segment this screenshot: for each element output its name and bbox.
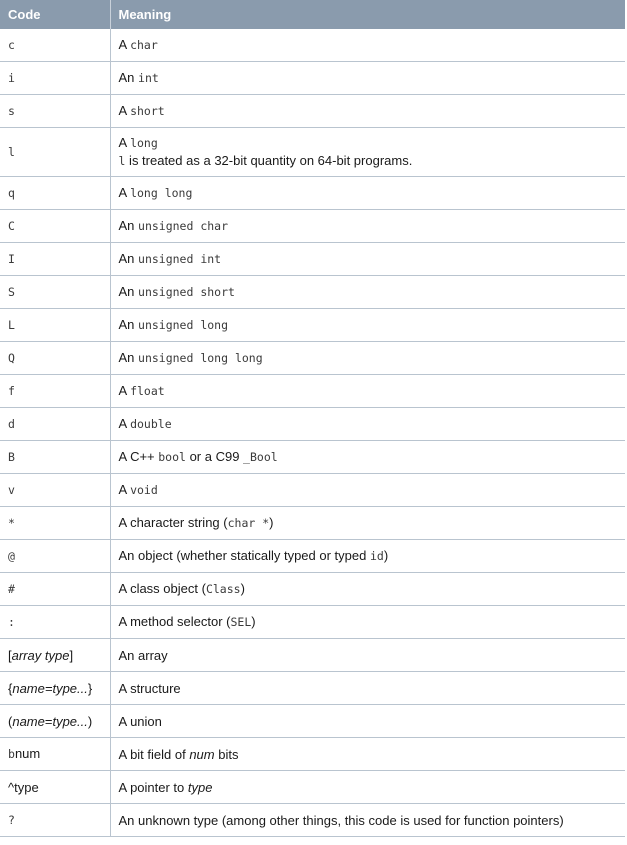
meaning-line (119, 152, 626, 170)
meaning-cell (110, 606, 625, 639)
meaning-text: unsigned long (138, 318, 229, 332)
meaning-text: float (130, 384, 165, 398)
meaning-cell (110, 95, 625, 128)
table-row (0, 243, 625, 276)
meaning-cell (110, 128, 625, 177)
meaning-text: char * (227, 516, 270, 530)
meaning-cell (110, 705, 625, 738)
meaning-line (119, 481, 626, 499)
meaning-line (119, 779, 626, 796)
code-cell (0, 540, 110, 573)
meaning-line (119, 217, 626, 235)
table-row (0, 540, 625, 573)
meaning-text: A bit field of (118, 746, 190, 762)
meaning-line (119, 415, 626, 433)
code-cell (0, 639, 110, 672)
code-text: l (8, 145, 15, 159)
meaning-line (119, 580, 626, 598)
code-cell (0, 771, 110, 804)
code-column-header: Code (0, 0, 110, 29)
table-row (0, 738, 625, 771)
meaning-text: is treated as a 32-bit quantity on 64-bit programs. (125, 153, 413, 168)
meaning-cell (110, 309, 625, 342)
meaning-text: unsigned char (138, 219, 229, 233)
meaning-line (119, 316, 626, 334)
table-row (0, 606, 625, 639)
meaning-text: ) (251, 614, 256, 629)
code-text: v (8, 483, 15, 497)
meaning-text: int (138, 71, 159, 85)
table-row (0, 408, 625, 441)
meaning-cell (110, 540, 625, 573)
table-row (0, 804, 625, 837)
code-cell (0, 408, 110, 441)
meaning-text: long (130, 136, 158, 150)
code-text: B (8, 450, 15, 464)
table-row (0, 342, 625, 375)
table-row (0, 474, 625, 507)
meaning-text: SEL (230, 615, 252, 629)
meaning-line (119, 812, 626, 829)
meaning-cell (110, 507, 625, 540)
table-row (0, 276, 625, 309)
meaning-text: ) (269, 515, 274, 530)
meaning-text: A (118, 135, 131, 150)
code-cell (0, 672, 110, 705)
meaning-text: long long (130, 186, 193, 200)
code-cell (0, 243, 110, 276)
meaning-text: A (118, 383, 131, 398)
code-text: ^type (8, 779, 39, 795)
meaning-text: bits (214, 746, 239, 762)
table-header-row (0, 0, 625, 29)
meaning-text: double (130, 417, 172, 431)
meaning-line (119, 69, 626, 87)
meaning-text: l (118, 154, 126, 168)
code-text: : (8, 615, 15, 629)
meaning-text: Class (205, 582, 241, 596)
meaning-text: bool (158, 450, 186, 464)
table-body (0, 29, 625, 837)
meaning-cell (110, 639, 625, 672)
meaning-cell (110, 276, 625, 309)
meaning-text: ) (383, 548, 389, 563)
meaning-cell (110, 342, 625, 375)
code-text: name=type... (12, 680, 88, 696)
code-cell (0, 177, 110, 210)
meaning-text: short (130, 104, 165, 118)
code-text: i (8, 71, 15, 85)
meaning-cell (110, 771, 625, 804)
code-text: } (87, 680, 93, 696)
table-row (0, 705, 625, 738)
meaning-text: An object (whether statically typed or typed (118, 548, 370, 563)
code-cell (0, 309, 110, 342)
code-text: @ (8, 549, 15, 563)
code-text: type... (52, 713, 88, 729)
meaning-cell (110, 375, 625, 408)
code-text: ? (8, 813, 15, 827)
code-text: f (8, 384, 15, 398)
meaning-text: num (189, 746, 215, 762)
code-cell (0, 62, 110, 95)
meaning-text: An (118, 317, 139, 332)
meaning-text: A (118, 416, 131, 431)
code-cell (0, 507, 110, 540)
table-row (0, 128, 625, 177)
meaning-text: A method selector ( (118, 614, 231, 629)
meaning-line (119, 134, 626, 152)
code-text: ] (69, 647, 74, 663)
meaning-text: or a C99 (185, 449, 244, 464)
meaning-text: An (118, 218, 139, 233)
meaning-line (119, 448, 626, 466)
meaning-text: id (369, 549, 384, 563)
meaning-cell (110, 738, 625, 771)
meaning-line (119, 250, 626, 268)
meaning-text: A C++ (118, 449, 159, 464)
meaning-text: A (118, 37, 131, 52)
table-row (0, 177, 625, 210)
meaning-cell (110, 177, 625, 210)
meaning-text: A (118, 482, 131, 497)
meaning-line (119, 713, 626, 730)
meaning-text: A union (118, 713, 162, 729)
meaning-line (119, 102, 626, 120)
table-row (0, 771, 625, 804)
meaning-cell (110, 672, 625, 705)
code-text: ( (8, 713, 13, 729)
code-cell (0, 606, 110, 639)
meaning-line (119, 283, 626, 301)
code-text: c (8, 38, 15, 52)
meaning-line (119, 613, 626, 631)
code-cell (0, 573, 110, 606)
code-cell (0, 128, 110, 177)
code-text: array type (11, 647, 70, 663)
meaning-text: char (130, 38, 158, 52)
code-text: C (8, 219, 15, 233)
meaning-line (119, 647, 626, 664)
table-row (0, 62, 625, 95)
meaning-text: An (118, 350, 139, 365)
code-text: ) (87, 713, 93, 729)
code-text: * (8, 516, 15, 530)
meaning-line (119, 184, 626, 202)
code-text: { (8, 680, 13, 696)
code-text: b (8, 747, 15, 761)
table-row (0, 507, 625, 540)
code-cell (0, 375, 110, 408)
meaning-line (119, 680, 626, 697)
table-row (0, 29, 625, 62)
meaning-cell (110, 441, 625, 474)
meaning-cell (110, 29, 625, 62)
meaning-line (119, 36, 626, 54)
table-row (0, 573, 625, 606)
meaning-text: type (187, 779, 213, 795)
code-text: # (8, 582, 15, 596)
code-cell (0, 738, 110, 771)
meaning-text: A structure (118, 680, 181, 696)
meaning-column-header: Meaning (110, 0, 625, 29)
meaning-text: An (118, 70, 139, 85)
code-text: I (8, 252, 15, 266)
meaning-text: A (118, 185, 131, 200)
code-text: L (8, 318, 15, 332)
table-row (0, 95, 625, 128)
meaning-cell (110, 804, 625, 837)
code-cell (0, 29, 110, 62)
code-text: Q (8, 351, 15, 365)
table-row (0, 375, 625, 408)
code-text: num (14, 746, 41, 761)
meaning-line (119, 547, 626, 565)
table-row (0, 210, 625, 243)
code-text: S (8, 285, 15, 299)
code-cell (0, 441, 110, 474)
table-row (0, 441, 625, 474)
meaning-text: ) (240, 581, 245, 596)
meaning-text: A pointer to (118, 779, 188, 795)
table-row (0, 639, 625, 672)
meaning-cell (110, 408, 625, 441)
meaning-text: unsigned int (138, 252, 222, 266)
code-text: [ (8, 647, 12, 663)
meaning-text: An array (118, 647, 168, 663)
code-text: d (8, 417, 15, 431)
code-text: q (8, 186, 15, 200)
meaning-line (119, 382, 626, 400)
table-row (0, 309, 625, 342)
meaning-cell (110, 210, 625, 243)
code-cell (0, 95, 110, 128)
meaning-text: An (118, 251, 139, 266)
meaning-text: unsigned long long (138, 351, 263, 365)
code-cell (0, 210, 110, 243)
meaning-text: A character string ( (118, 515, 228, 530)
meaning-text: unsigned short (138, 285, 235, 299)
meaning-cell (110, 474, 625, 507)
meaning-line (119, 349, 626, 367)
meaning-text: An unknown type (among other things, this code is used for function pointers) (118, 812, 564, 828)
meaning-cell (110, 573, 625, 606)
meaning-cell (110, 62, 625, 95)
meaning-text: An (118, 284, 139, 299)
code-cell (0, 804, 110, 837)
table-row (0, 672, 625, 705)
meaning-text: A class object ( (118, 581, 206, 596)
code-text: = (44, 713, 53, 729)
meaning-text: A (118, 103, 131, 118)
code-text: name (12, 713, 45, 729)
meaning-line (119, 746, 626, 763)
meaning-line (119, 514, 626, 532)
code-cell (0, 705, 110, 738)
meaning-cell (110, 243, 625, 276)
code-cell (0, 276, 110, 309)
code-text: s (8, 104, 15, 118)
code-cell (0, 342, 110, 375)
meaning-text: _Bool (243, 450, 278, 464)
meaning-text: void (130, 483, 158, 497)
code-cell (0, 474, 110, 507)
